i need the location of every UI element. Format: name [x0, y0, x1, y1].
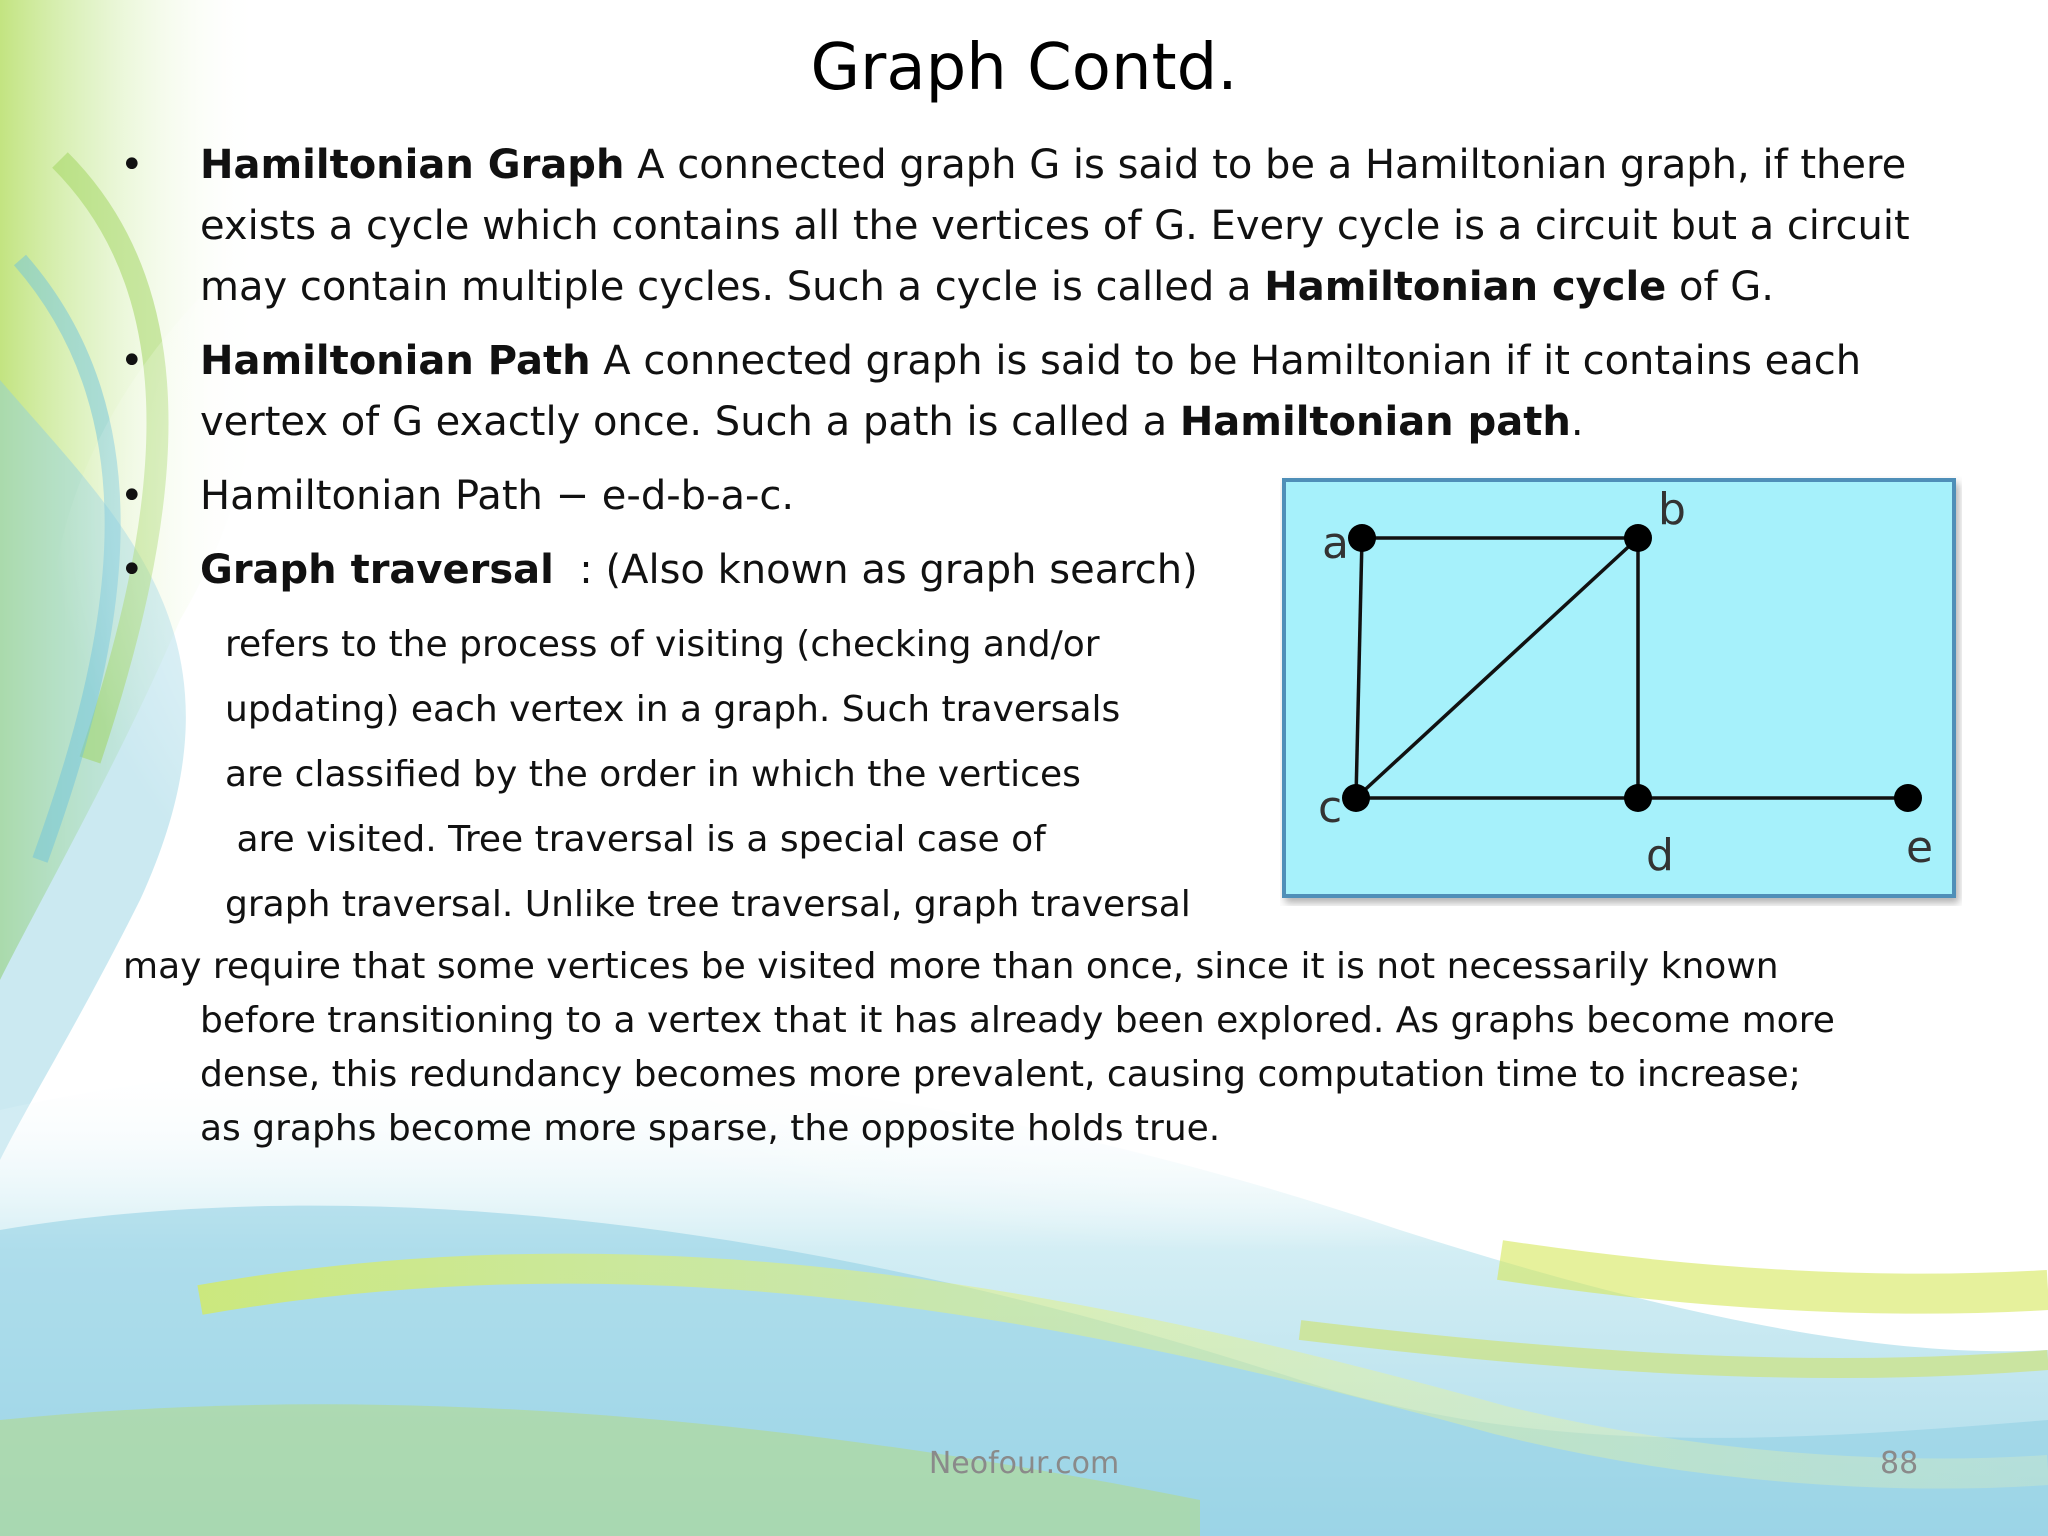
traversal-line: updating) each vertex in a graph. Such traversals [225, 689, 1121, 730]
term-graph-traversal: Graph traversal [200, 547, 554, 593]
traversal-description [225, 612, 1285, 937]
definition-text: . [1570, 399, 1584, 445]
traversal-line: are classified by the order in which the vertices [225, 754, 1081, 795]
term-hamiltonian-path-inline: Hamiltonian path [1179, 399, 1571, 445]
traversal-line: graph traversal. Unlike tree traversal, graph traversal [225, 884, 1191, 925]
continuation-text: may require that some vertices be visited more than once, since it is not necessarily known before transitioning to a vertex that it has already been explored. As graphs become more dense, this redundancy becomes more prevalent, causing computation time to increase; as graphs become more sparse, the opposite holds true. [123, 946, 1835, 1149]
slide-title: Graph Contd. [810, 31, 1238, 105]
bullet-marker: • [120, 142, 144, 188]
graph-vertex-label-d: d [1646, 830, 1674, 881]
traversal-continuation [123, 940, 1843, 1156]
bullet-graph-traversal [110, 540, 1280, 601]
bullet-marker: • [120, 547, 144, 593]
bullet-hamiltonian-graph [110, 135, 1930, 318]
graph-vertex-b [1624, 524, 1652, 552]
bullet-hamiltonian-path-example [110, 466, 1280, 527]
example-text: Hamiltonian Path − e-d-b-a-c. [200, 473, 795, 519]
term-hamiltonian-cycle: Hamiltonian cycle [1264, 264, 1667, 310]
term-hamiltonian-path: Hamiltonian Path [200, 338, 591, 384]
graph-vertex-d [1624, 784, 1652, 812]
graph-vertex-label-c: c [1318, 782, 1343, 833]
traversal-line: are visited. Tree traversal is a special case of [225, 819, 1046, 860]
footer-text: Neofour.com [928, 1446, 1120, 1481]
hamiltonian-graph-diagram [1280, 476, 1962, 906]
traversal-line: refers to the process of visiting (checking and/or [225, 624, 1100, 665]
graph-vertex-label-a: a [1322, 518, 1349, 569]
definition-text: of G. [1666, 264, 1775, 310]
bullet-marker: • [120, 473, 144, 519]
definition-text: : (Also known as graph search) [553, 547, 1198, 593]
bullet-marker: • [120, 338, 144, 384]
graph-vertex-c [1342, 784, 1370, 812]
graph-vertex-label-e: e [1906, 822, 1934, 873]
term-hamiltonian-graph: Hamiltonian Graph [200, 142, 625, 188]
definition-text: A connected graph is said to be Hamiltonian if it contains each vertex of G exactly once. Such a path is called a [200, 338, 1862, 445]
graph-vertex-a [1348, 524, 1376, 552]
graph-vertex-e [1894, 784, 1922, 812]
graph-background [1284, 480, 1954, 896]
graph-vertex-label-b: b [1658, 484, 1686, 535]
bullet-hamiltonian-path [110, 331, 1930, 453]
definition-text: A connected graph G is said to be a Hamiltonian graph, if there exists a cycle which contains all the vertices of G. Every cycle is a circuit but a circuit may contain multiple cycles. Such a cycle is called a [200, 142, 1910, 310]
page-number: 88 [1880, 1446, 1919, 1481]
